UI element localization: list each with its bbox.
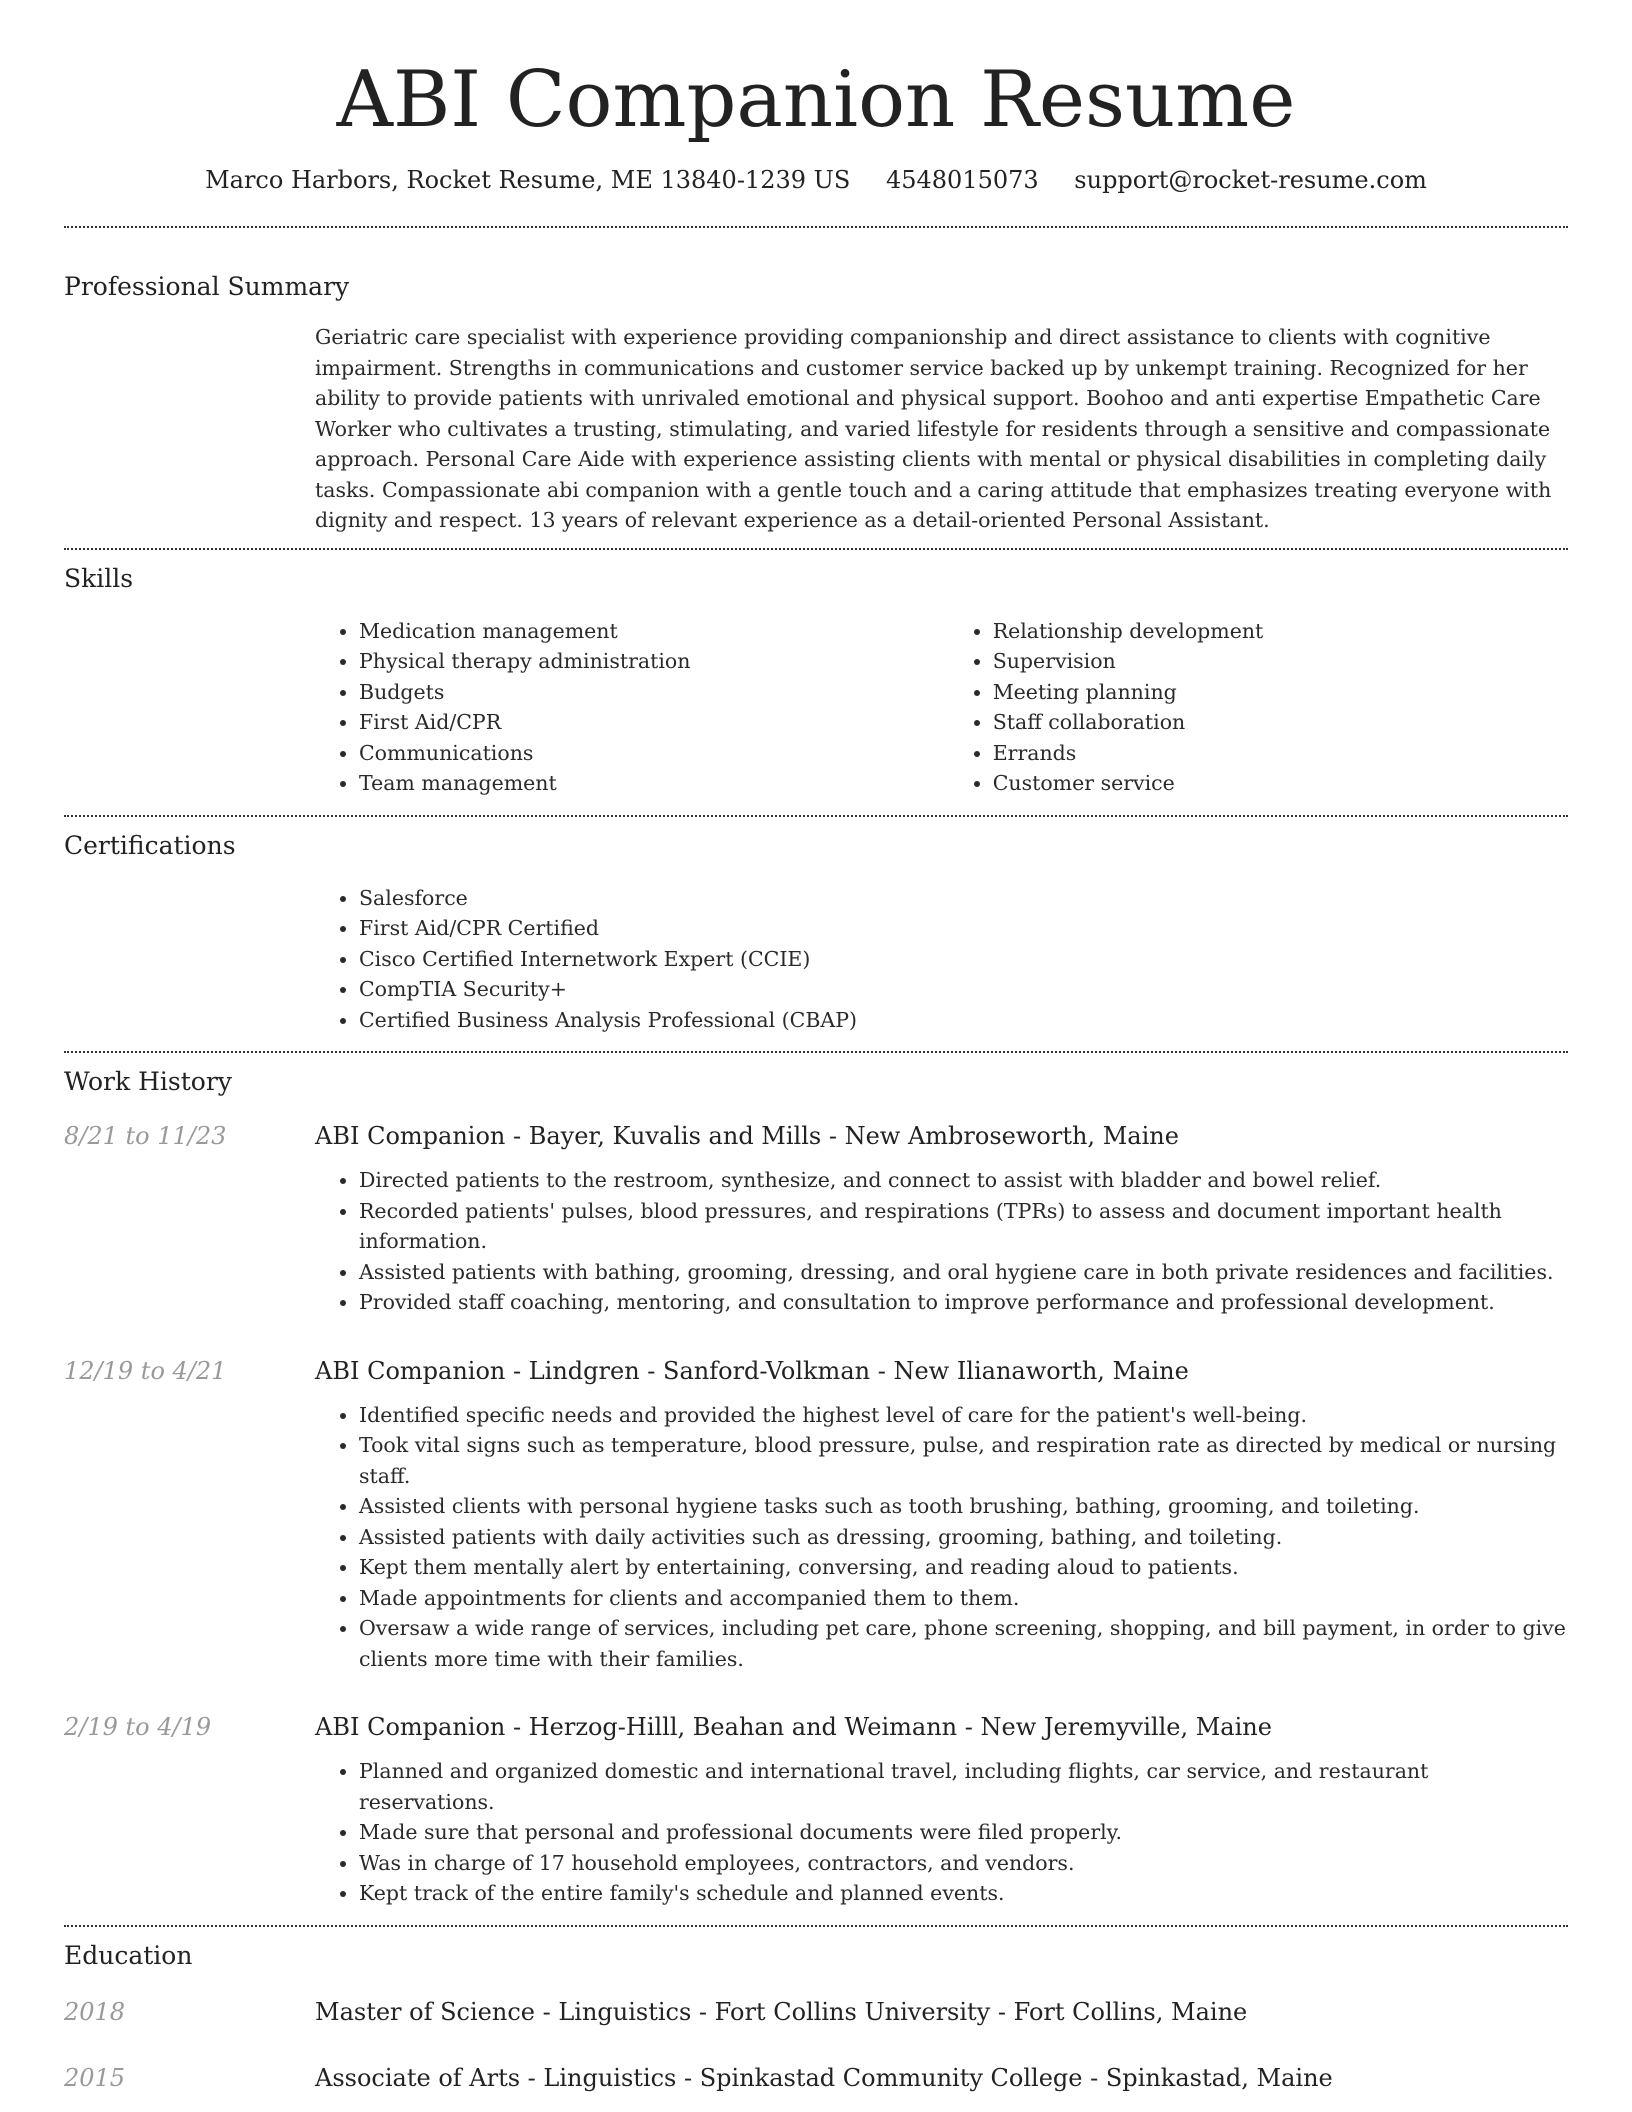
resume-page (64, 0, 1568, 2095)
section-professional-summary (64, 270, 1568, 536)
work-bullet: • Assisted patients with bathing, grooming, dressing, and oral hygiene care in both private residences and facilities. (359, 1257, 1568, 1288)
work-entry-header (64, 1710, 1568, 1744)
summary-body (315, 322, 1568, 536)
work-entry-title: ABI Companion - Herzog-Hilll, Beahan and Weimann - New Jeremyville, Maine (315, 1713, 1272, 1741)
education-entry-header (64, 1995, 1568, 2029)
work-entry-bullets (315, 1165, 1568, 1318)
work-entry-bullets (315, 1756, 1568, 1909)
work-entry (64, 1119, 1568, 1318)
skill-item: • Errands (993, 738, 1568, 769)
work-bullet: • Planned and organized domestic and international travel, including flights, car service, and restaurant reservations. (359, 1756, 1568, 1817)
divider (64, 1925, 1568, 1927)
skills-grid (315, 616, 1568, 799)
work-entry-header (64, 1119, 1568, 1153)
work-bullet: • Made appointments for clients and accompanied them to them. (359, 1583, 1568, 1614)
certification-item: • Cisco Certified Internetwork Expert (CCIE) (359, 944, 1568, 975)
skill-item: • Communications (359, 738, 949, 769)
skills-list-right (949, 616, 1568, 799)
work-entry-dates: 12/19 to 4/21 (64, 1356, 227, 1385)
resume-title: ABI Companion Resume (336, 55, 1296, 145)
divider (64, 548, 1568, 550)
education-entry (64, 2061, 1568, 2095)
section-work-history (64, 1065, 1568, 1909)
work-bullet: • Identified specific needs and provided the highest level of care for the patient's well-being. (359, 1400, 1568, 1431)
divider (64, 1051, 1568, 1053)
work-entry-bullets (315, 1400, 1568, 1675)
contact-line (64, 164, 1568, 196)
education-entry (64, 1995, 1568, 2029)
work-bullet: • Recorded patients' pulses, blood pressures, and respirations (TPRs) to assess and document important health information. (359, 1196, 1568, 1257)
section-skills (64, 562, 1568, 799)
contact-email: support@rocket-resume.com (1074, 166, 1427, 194)
education-year: 2018 (64, 1997, 126, 2026)
work-entry (64, 1354, 1568, 1675)
section-title-summary: Professional Summary (64, 272, 350, 301)
skill-item: • Supervision (993, 646, 1568, 677)
work-bullet: • Made sure that personal and professional documents were filed properly. (359, 1817, 1568, 1848)
education-title: Associate of Arts - Linguistics - Spinkastad Community College - Spinkastad, Maine (315, 2063, 1333, 2092)
skills-list-left (315, 616, 949, 799)
skill-item: • Meeting planning (993, 677, 1568, 708)
divider (64, 226, 1568, 228)
work-bullet: • Was in charge of 17 household employees, contractors, and vendors. (359, 1848, 1568, 1879)
work-entry-title: ABI Companion - Bayer, Kuvalis and Mills - New Ambroseworth, Maine (315, 1122, 1179, 1150)
section-title-certifications: Certifications (64, 830, 236, 860)
work-bullet: • Directed patients to the restroom, synthesize, and connect to assist with bladder and bowel relief. (359, 1165, 1568, 1196)
work-bullet: • Kept them mentally alert by entertaining, conversing, and reading aloud to patients. (359, 1552, 1568, 1583)
section-title-education: Education (64, 1940, 193, 1970)
work-entry-dates: 8/21 to 11/23 (64, 1122, 227, 1150)
work-entry-header (64, 1354, 1568, 1388)
section-certifications (64, 829, 1568, 1036)
work-bullet: • Assisted clients with personal hygiene tasks such as tooth brushing, bathing, grooming, and toileting. (359, 1491, 1568, 1522)
work-bullet: • Provided staff coaching, mentoring, and consultation to improve performance and professional development. (359, 1287, 1568, 1318)
section-title-work-history: Work History (64, 1067, 232, 1096)
work-bullet: • Oversaw a wide range of services, including pet care, phone screening, shopping, and bill payment, in order to give clients more time with their families. (359, 1613, 1568, 1674)
education-title: Master of Science - Linguistics - Fort Collins University - Fort Collins, Maine (315, 1997, 1248, 2026)
certifications-list (315, 883, 1568, 1036)
education-year: 2015 (64, 2063, 126, 2092)
skill-item: • Staff collaboration (993, 707, 1568, 738)
work-bullet: • Kept track of the entire family's schedule and planned events. (359, 1878, 1568, 1909)
section-education (64, 1939, 1568, 2095)
section-title-skills: Skills (64, 563, 134, 593)
skill-item: • Budgets (359, 677, 949, 708)
skill-item: • Customer service (993, 768, 1568, 799)
work-entry-title: ABI Companion - Lindgren - Sanford-Volkman - New Ilianaworth, Maine (315, 1356, 1189, 1385)
divider (64, 815, 1568, 817)
skill-item: • Physical therapy administration (359, 646, 949, 677)
contact-phone: 4548015073 (885, 166, 1039, 194)
certification-item: • First Aid/CPR Certified (359, 913, 1568, 944)
summary-text: Geriatric care specialist with experience providing companionship and direct assistance to clients with cognitive impairment. Strengths in communications and customer service backed up by unkempt training. Recognized for her ability to provide patients with unrivaled emotional and physical support. Boohoo and anti expertise Empathetic Care Worker who cultivates a trusting, stimulating, and varied lifestyle for residents through a sensitive and compassionate approach. Personal Care Aide with experience assisting clients with mental or physical disabilities in completing daily tasks. Compassionate abi companion with a gentle touch and a caring attitude that emphasizes treating everyone with dignity and respect. 13 years of relevant experience as a detail-oriented Personal Assistant. (315, 325, 1552, 532)
work-bullet: • Assisted patients with daily activities such as dressing, grooming, bathing, and toileting. (359, 1522, 1568, 1553)
skill-item: • Team management (359, 768, 949, 799)
contact-address: Marco Harbors, Rocket Resume, ME 13840-1239 US (205, 166, 851, 194)
certification-item: • Certified Business Analysis Professional (CBAP) (359, 1005, 1568, 1036)
skill-item: • Medication management (359, 616, 949, 647)
education-entry-header (64, 2061, 1568, 2095)
work-entry (64, 1710, 1568, 1909)
certifications-body (315, 883, 1568, 1036)
certification-item: • CompTIA Security+ (359, 974, 1568, 1005)
certification-item: • Salesforce (359, 883, 1568, 914)
skill-item: • First Aid/CPR (359, 707, 949, 738)
work-bullet: • Took vital signs such as temperature, blood pressure, pulse, and respiration rate as directed by medical or nursing staff. (359, 1430, 1568, 1491)
work-entry-dates: 2/19 to 4/19 (64, 1713, 212, 1741)
skill-item: • Relationship development (993, 616, 1568, 647)
